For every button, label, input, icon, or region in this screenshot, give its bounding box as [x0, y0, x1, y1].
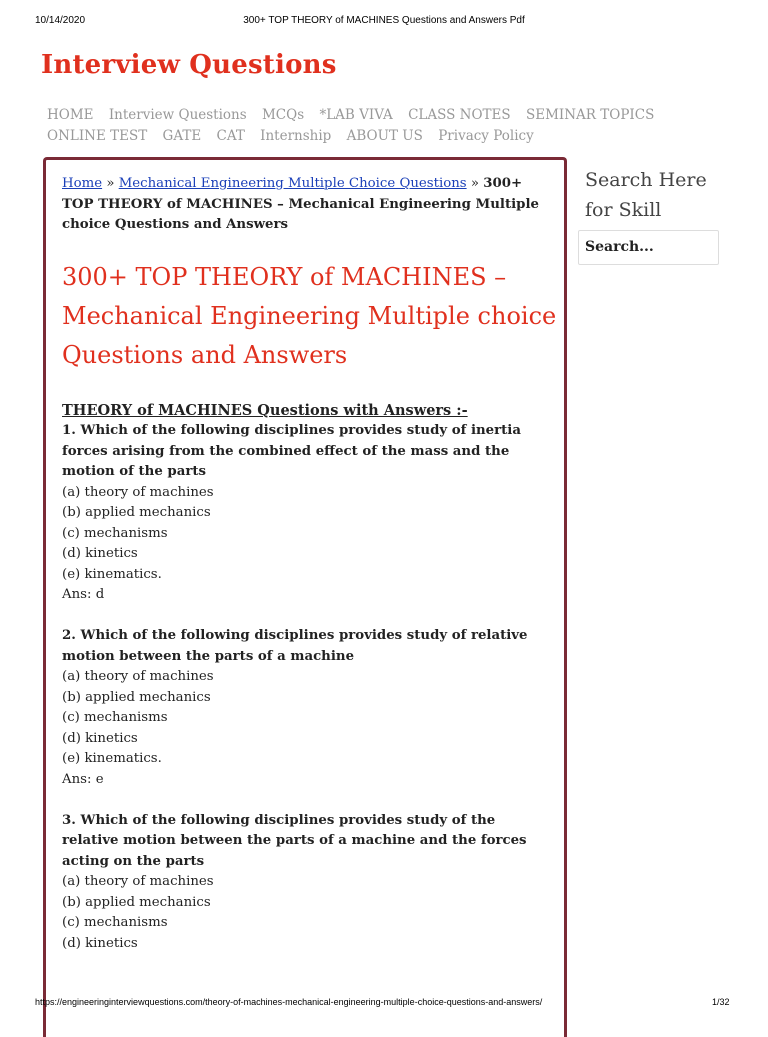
nav-item-privacy-policy[interactable]: Privacy Policy	[438, 128, 534, 144]
article-title: 300+ TOP THEORY of MACHINES – Mechanical Engineering Multiple choice Questions and Answers	[62, 263, 557, 369]
answer-option: (c) mechanisms	[62, 710, 168, 725]
nav-item-lab-viva[interactable]: *LAB VIVA	[319, 107, 393, 123]
answer-key: Ans: e	[62, 771, 104, 787]
answer-option: (c) mechanisms	[62, 915, 168, 930]
breadcrumb-current: 300+ TOP THEORY of MACHINES – Mechanical Engineering Multiple choice Questions and Answers	[62, 176, 539, 232]
nav-item-internship[interactable]: Internship	[260, 128, 332, 144]
answer-option: (b) applied mechanics	[62, 689, 211, 705]
sidebar-search-heading: Search Here for Skill	[585, 169, 707, 221]
answer-key: Ans: d	[62, 587, 105, 602]
breadcrumb	[62, 174, 554, 236]
question-text: 2. Which of the following disciplines provides study of relative motion between the parts of a machine	[62, 628, 528, 664]
print-doc-title: 300+ TOP THEORY of MACHINES Questions and Answers Pdf	[243, 15, 525, 26]
breadcrumb-separator: »	[102, 176, 119, 191]
breadcrumb-separator: »	[466, 176, 484, 191]
answer-option: (b) applied mechanics	[62, 505, 211, 520]
main-nav	[47, 105, 687, 147]
nav-item-interview-questions[interactable]: Interview Questions	[108, 107, 247, 123]
breadcrumb-category-link[interactable]: Mechanical Engineering Multiple Choice Questions	[118, 176, 467, 191]
nav-item-class-notes[interactable]: CLASS NOTES	[408, 107, 511, 123]
answer-option: (a) theory of machines	[62, 874, 214, 889]
question-item	[62, 811, 554, 955]
nav-item-about-us[interactable]: ABOUT US	[346, 128, 423, 144]
breadcrumb-home-link[interactable]: Home	[62, 176, 103, 191]
print-footer-url: https://engineeringinterviewquestions.com/theory-of-machines-mechanical-engineering-multiple-choice-questions-and-answers/	[35, 997, 543, 1007]
nav-item-gate[interactable]: GATE	[162, 128, 202, 144]
answer-option: (d) kinetics	[62, 546, 138, 561]
answer-option: (c) mechanisms	[62, 525, 168, 541]
answer-option: (a) theory of machines	[62, 484, 214, 500]
answer-option: (e) kinematics.	[62, 566, 162, 582]
question-list	[62, 400, 554, 954]
answer-option: (e) kinematics.	[62, 751, 162, 766]
answer-option: (d) kinetics	[62, 935, 138, 951]
nav-item-home[interactable]: HOME	[47, 107, 94, 123]
question-item	[62, 626, 554, 790]
print-date: 10/14/2020	[35, 15, 86, 26]
site-title[interactable]: Interview Questions	[41, 50, 337, 80]
spacer	[62, 790, 554, 811]
nav-item-seminar-topics[interactable]: SEMINAR TOPICS	[525, 107, 655, 123]
question-text: 1. Which of the following disciplines provides study of inertia forces arising from the combined effect of the mass and the motion of the parts	[62, 423, 521, 479]
print-page-number: 1/32	[712, 997, 730, 1007]
question-item	[62, 421, 554, 606]
answer-option: (d) kinetics	[62, 730, 138, 746]
search-input[interactable]: Search...	[578, 230, 719, 265]
spacer	[62, 606, 554, 627]
answer-option: (b) applied mechanics	[62, 894, 211, 910]
nav-item-mcqs[interactable]: MCQs	[261, 107, 305, 123]
nav-item-online-test[interactable]: ONLINE TEST	[47, 128, 148, 144]
question-text: 3. Which of the following disciplines provides study of the relative motion between the parts of a machine and the forces acting on the parts	[62, 812, 527, 869]
answer-option: (a) theory of machines	[62, 669, 214, 684]
section-heading: THEORY of MACHINES Questions with Answers :-	[62, 402, 468, 419]
nav-item-cat[interactable]: CAT	[216, 128, 245, 144]
